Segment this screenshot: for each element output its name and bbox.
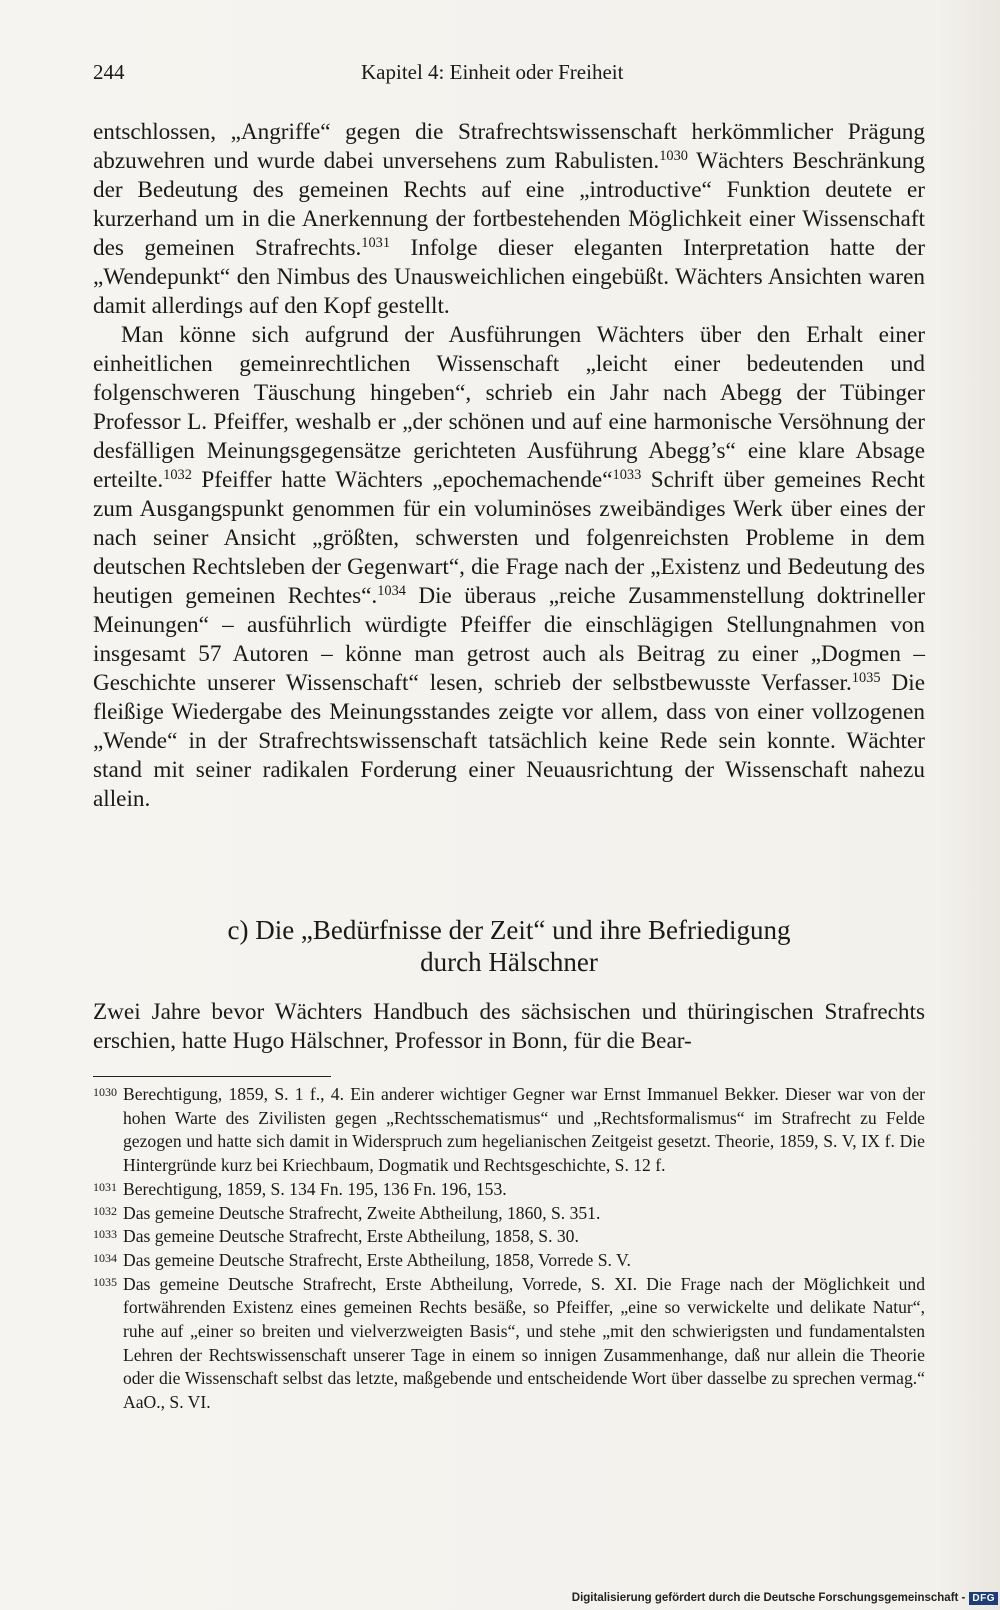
dfg-logo-icon: DFG [969, 1592, 998, 1605]
footnote-divider [93, 1076, 331, 1077]
footnote-number: 1030 [93, 1085, 117, 1099]
footer-text: Digitalisierung gefördert durch die Deutsche Forschungsgemeinschaft - [571, 1592, 966, 1604]
page-number: 244 [93, 60, 125, 84]
digitization-footer [572, 1589, 998, 1607]
footnote: 1033 Das gemeine Deutsche Strafrecht, Erste Abtheilung, 1858, S. 30. [93, 1226, 579, 1247]
footnote-number: 1034 [93, 1250, 117, 1265]
footnote-ref[interactable]: 1034 [377, 583, 406, 600]
footnote-number: 1033 [93, 1227, 117, 1242]
footnote-ref[interactable]: 1032 [163, 467, 192, 484]
footnote: 1030 Berechtigung, 1859, S. 1 f., 4. Ein anderer wichtiger Gegner war Ernst Immanuel Bekker. Dieser war von der hohen Warte des Zivilisten gegen „Rechtsschematismus“ und „Rechtsformalismus“ im Strafrecht zu Felde gezogen und hatte sich damit in Widerspruch zum hegelianischen Zeitgeist gesetzt. Theorie, 1859, S. V, IX f. Die Hintergründe kurz bei Kriechbaum, Dogmatik und Rechtsgeschichte, S. 12 f. [93, 1084, 925, 1176]
footnote-ref[interactable]: 1035 [851, 670, 881, 687]
footnote: 1031 Berechtigung, 1859, S. 134 Fn. 195, 136 Fn. 196, 153. [93, 1178, 507, 1199]
running-title: Kapitel 4: Einheit oder Freiheit [361, 60, 624, 84]
section-heading: c) Die „Bedürfnisse der Zeit“ und ihre Befriedigung durch Hälschner [227, 915, 791, 977]
footnote-ref[interactable]: 1031 [361, 235, 391, 252]
footnote-ref[interactable]: 1030 [659, 148, 688, 165]
footnote-ref[interactable]: 1033 [612, 467, 642, 484]
main-text [93, 118, 925, 814]
footnote: 1035 Das gemeine Deutsche Strafrecht, Erste Abtheilung, Vorrede, S. XI. Die Frage nach der Möglichkeit und fortwährenden Existenz eines gemeinen Rechts besäße, so Pfeiffer, „eine so verwickelte und delikate Natur“, ruhe auf „einer so breiten und vielverzweigten Basis“, und stehe „mit den schwierigsten und fundamentalsten Lehren der Rechtswissenschaft unserer Tage in einem so innigen Zusammenhange, daß nur allein die Theorie oder die Wissenschaft selbst das letzte, maßgebende und entscheidende Wort über dasselbe zu sprechen vermag.“ AaO., S. VI. [93, 1273, 925, 1413]
page-header [93, 56, 925, 86]
paragraph-3: Zwei Jahre bevor Wächters Handbuch des sächsischen und thüringischen Strafrechts erschien, hatte Hugo Hälschner, Professor in Bonn, für die Bear- [93, 999, 925, 1054]
footnote: 1034 Das gemeine Deutsche Strafrecht, Erste Abtheilung, 1858, Vorrede S. V. [93, 1249, 631, 1270]
footnotes [93, 1083, 925, 1415]
paragraph-2: Man könne sich aufgrund der Ausführungen Wächters über den Erhalt einer einheitlichen gemeinrechtlichen Wissenschaft „leicht einer bedeutenden und folgenschweren Täuschung hingeben“, schrieb ein Jahr nach Abegg der Tübinger Professor L. Pfeiffer, weshalb er „der schönen und auf eine harmonische Versöhnung der desfälligen Meinungsgegensätze gerichteten Ausführung Abegg’s“ eine klare Absage erteilte.$^{1032}$ Pfeiffer hatte Wächters „epochemachende“$^{1033}$ Schrift über gemeines Recht zum Ausgangspunkt genommen für ein voluminöses zweibändiges Werk über eines der nach seiner Ansicht „größten, schwersten und folgenreichsten Probleme in dem deutschen Rechtsleben der Gegenwart“, die Frage nach der „Existenz und Bedeutung des heutigen gemeinen Rechtes“.$^{1034}$ Die überaus „reiche Zusammenstellung doktrineller Meinungen“ – ausführlich würdigte Pfeiffer die einschlägigen Stellungnahmen von insgesamt 57 Autoren – könne man getrost auch als Beitrag zu einer „Dogmen – Geschichte unserer Wissenschaft“ lesen, schrieb der selbstbewusste Verfasser.$^{1035}$ Die fleißige Wiedergabe des Meinungsstandes zeigte vor allem, dass von einer vollzogenen „Wende“ in der Strafrechtswissenschaft tatsächlich keine Rede sein konnte. Wächter stand mit seiner radikalen Forderung einer Neuausrichtung der Wissenschaft nahezu allein. [93, 322, 926, 812]
footnote-number: 1032 [93, 1203, 117, 1218]
footnote-number: 1031 [93, 1179, 117, 1194]
footnote: 1032 Das gemeine Deutsche Strafrecht, Zweite Abtheilung, 1860, S. 351. [93, 1202, 601, 1223]
paragraph-1: entschlossen, „Angriffe“ gegen die Strafrechtswissenschaft herkömmlicher Prägung abzuwehren und wurde dabei unversehens zum Rabulisten.$^{1030}$ Wächters Beschränkung der Bedeutung des gemeinen Rechts auf eine „introductive“ Funktion deutete er kurzerhand um in die Anerkennung der fortbestehenden Möglichkeit einer Wissenschaft des gemeinen Strafrechts.$^{1031}$ Infolge dieser eleganten Interpretation hatte der „Wendepunkt“ den Nimbus des Unausweichlichen eingebüßt. Wächters Ansichten waren damit allerdings auf den Kopf gestellt. [93, 119, 926, 319]
footnote-number: 1035 [93, 1274, 117, 1289]
